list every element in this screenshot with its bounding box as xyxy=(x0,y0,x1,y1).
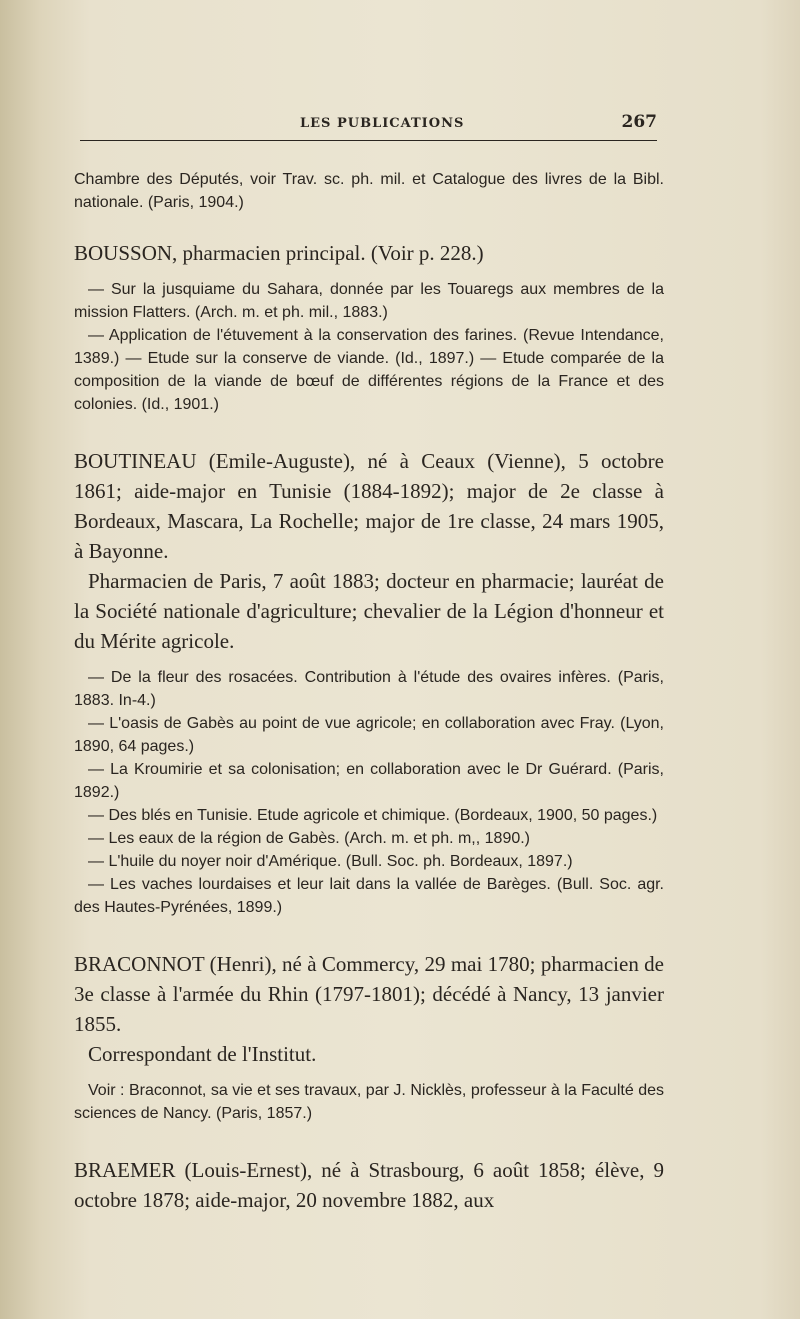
publication-item: — Des blés en Tunisie. Etude agricole et chimique. (Bordeaux, 1900, 50 pages.) xyxy=(88,807,658,824)
top-entry: Chambre des Députés, voir Trav. sc. ph. mil. et Catalogue des livres de la Bibl. nationale. (Paris, 1904.) xyxy=(74,171,664,211)
publication-item: — La Kroumirie et sa colonisation; en collaboration avec le Dr Guérard. (Paris, 1892.) xyxy=(74,761,664,801)
page-content xyxy=(74,168,664,1215)
bousson-heading: BOUSSON, pharmacien principal. (Voir p. 228.) xyxy=(74,241,484,265)
publication-item: — Les vaches lourdaises et leur lait dans la vallée de Barèges. (Bull. Soc. agr. des Hautes-Pyrénées, 1899.) xyxy=(74,876,664,916)
publication-item: — Les eaux de la région de Gabès. (Arch. m. et ph. m,, 1890.) xyxy=(88,830,531,847)
publication-item: — Application de l'étuvement à la conservation des farines. (Revue Intendance, 1389.) — Etude sur la conserve de viande. (Id., 1897.) — Etude comparée de la composition de la viande de bœuf de différentes régions de la France et des colonies. (Id., 1901.) xyxy=(74,327,664,413)
braemer-bio: BRAEMER (Louis-Ernest), né à Strasbourg, 6 août 1858; élève, 9 octobre 1878; aide-major, 20 novembre 1882, aux xyxy=(74,1158,664,1212)
boutineau-bio-2: Pharmacien de Paris, 7 août 1883; docteur en pharmacie; lauréat de la Société nationale d'agriculture; chevalier de la Légion d'honneur et du Mérite agricole. xyxy=(74,569,664,653)
header-rule xyxy=(80,140,657,141)
braconnot-note: Voir : Braconnot, sa vie et ses travaux, par J. Nicklès, professeur à la Faculté des sciences de Nancy. (Paris, 1857.) xyxy=(74,1082,664,1122)
publication-item: — L'oasis de Gabès au point de vue agricole; en collaboration avec Fray. (Lyon, 1890, 64 pages.) xyxy=(74,715,664,755)
publication-item: — Sur la jusquiame du Sahara, donnée par les Touaregs aux membres de la mission Flatters. (Arch. m. et ph. mil., 1883.) xyxy=(74,281,664,321)
publication-item: — L'huile du noyer noir d'Amérique. (Bull. Soc. ph. Bordeaux, 1897.) xyxy=(88,853,573,870)
boutineau-bio: BOUTINEAU (Emile-Auguste), né à Ceaux (Vienne), 5 octobre 1861; aide-major en Tunisie (1884-1892); major de 2e classe à Bordeaux, Mascara, La Rochelle; major de 1re classe, 24 mars 1905, à Bayonne. xyxy=(74,449,664,563)
braconnot-bio-2: Correspondant de l'Institut. xyxy=(88,1042,317,1066)
running-title: LES PUBLICATIONS xyxy=(300,116,465,131)
braconnot-bio: BRACONNOT (Henri), né à Commercy, 29 mai 1780; pharmacien de 3e classe à l'armée du Rhin (1797-1801); décédé à Nancy, 13 janvier 1855. xyxy=(74,952,664,1036)
publication-item: — De la fleur des rosacées. Contribution à l'étude des ovaires infères. (Paris, 1883. In-4.) xyxy=(74,669,664,709)
page-number: 267 xyxy=(621,112,657,132)
